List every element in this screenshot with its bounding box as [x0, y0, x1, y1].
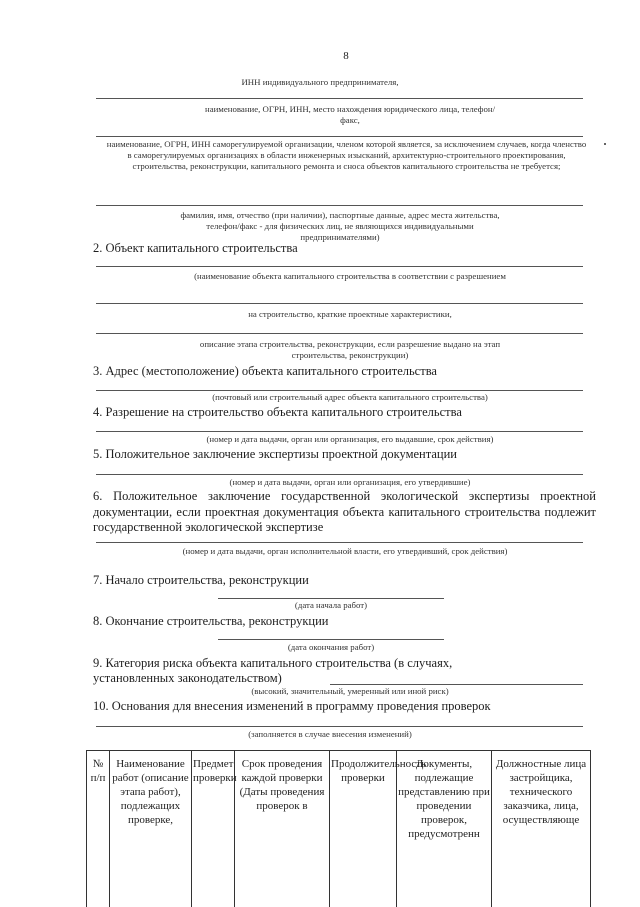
table-header-cell: Продолжительность проверки: [330, 751, 397, 907]
table-header-cell: № п/п: [87, 751, 110, 907]
individual-caption: фамилия, имя, отчество (при наличии), паспортные данные, адрес места жительства, телефон/факс - для физических лиц, не являющихся индивидуальными предпринимателями): [170, 210, 510, 243]
inn-caption: ИНН индивидуального предпринимателя,: [150, 77, 490, 88]
fill-line: [96, 726, 583, 727]
fill-line: [96, 266, 583, 267]
fill-line: [218, 598, 444, 599]
legal-entity-caption: наименование, ОГРН, ИНН, место нахождения юридического лица, телефон/факс,: [200, 104, 500, 126]
fill-line: [96, 542, 583, 543]
section-5-caption: (номер и дата выдачи, орган или организация, его утвердившие): [150, 477, 550, 488]
section-2-caption-3: описание этапа строительства, реконструкции, если разрешение выдано на этап строительства, реконструкции): [195, 339, 505, 361]
table-header-cell: Документы, подлежащие представлению при проведении проверок, предусмотренн: [397, 751, 492, 907]
section-9-heading-line-2: установленных законодательством): [93, 671, 282, 686]
section-4-caption: (номер и дата выдачи, орган или организация, его выдавшие, срок действия): [120, 434, 580, 445]
section-7-caption: (дата начала работ): [218, 600, 444, 611]
fill-line: [96, 98, 583, 99]
section-2-caption-1: (наименование объекта капитального строительства в соответствии с разрешением: [185, 271, 515, 282]
section-9-caption: (высокий, значительный, умеренный или иной риск): [200, 686, 500, 697]
section-3-heading: 3. Адрес (местоположение) объекта капитального строительства: [93, 364, 437, 379]
fill-line: [96, 303, 583, 304]
fill-line: [96, 431, 583, 432]
section-9-heading-line-1: 9. Категория риска объекта капитального строительства (в случаях,: [93, 656, 452, 671]
table-header-cell: Предмет проверки: [192, 751, 235, 907]
table-header-row: [87, 751, 591, 907]
section-10-caption: (заполняется в случае внесения изменений): [180, 729, 480, 740]
fill-line: [96, 136, 583, 137]
section-8-heading: 8. Окончание строительства, реконструкции: [93, 614, 328, 629]
section-4-heading: 4. Разрешение на строительство объекта капитального строительства: [93, 405, 462, 420]
mark-dot: [604, 143, 606, 145]
section-6-heading: 6. Положительное заключение государственной экологической экспертизы проектной документации, если проектная документация объекта капитального строительства подлежит государственной экологической экспертизе: [93, 489, 596, 536]
section-3-caption: (почтовый или строительный адрес объекта капитального строительства): [150, 392, 550, 403]
fill-line: [96, 474, 583, 475]
fill-line: [96, 390, 583, 391]
table-header-cell: Срок проведения каждой проверки (Даты проведения проверок в: [235, 751, 330, 907]
fill-line: [96, 205, 583, 206]
section-2-heading: 2. Объект капитального строительства: [93, 241, 298, 256]
section-2-caption-2: на строительство, краткие проектные характеристики,: [200, 309, 500, 320]
inspection-program-table: [86, 750, 591, 907]
section-6-caption: (номер и дата выдачи, орган исполнительной власти, его утвердивший, срок действия): [170, 546, 520, 557]
table-header-cell: Должностные лица застройщика, технического заказчика, лица, осуществляюще: [492, 751, 591, 907]
page-number: 8: [336, 50, 356, 62]
table-header-cell: Наименование работ (описание этапа работ), подлежащих проверке,: [110, 751, 192, 907]
fill-line: [330, 684, 583, 685]
fill-line: [218, 639, 444, 640]
section-10-heading: 10. Основания для внесения изменений в программу проведения проверок: [93, 699, 491, 714]
section-7-heading: 7. Начало строительства, реконструкции: [93, 573, 309, 588]
fill-line: [96, 333, 583, 334]
sro-caption: наименование, ОГРН, ИНН саморегулируемой организации, членом которой является, за исключением случаев, когда членство в саморегулируемых организациях в области инженерных изысканий, архитектурно-строительного проектирования, строительства, реконструкции, капитального ремонта и сноса объектов капитального строительства не требуется;: [104, 139, 589, 172]
section-5-heading: 5. Положительное заключение экспертизы проектной документации: [93, 447, 457, 462]
section-8-caption: (дата окончания работ): [218, 642, 444, 653]
